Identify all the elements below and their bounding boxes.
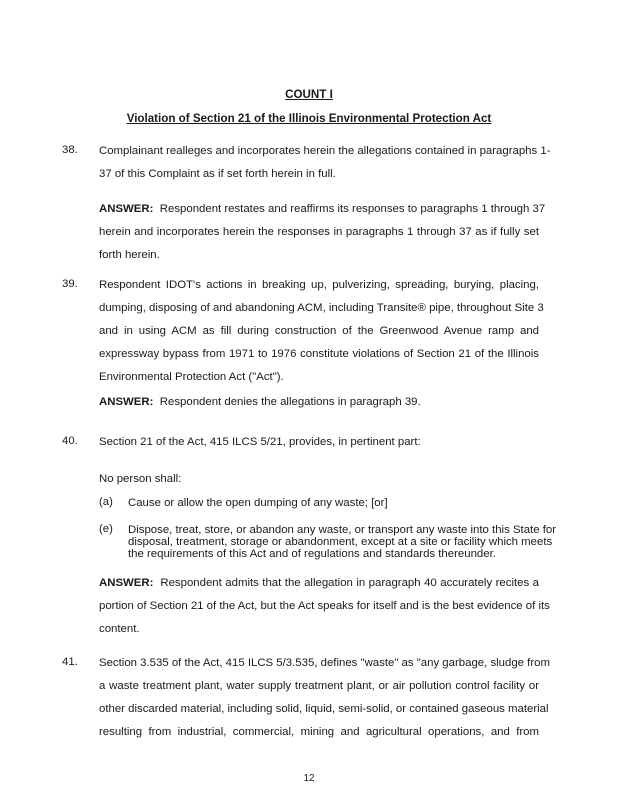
answer-label: ANSWER:: [99, 577, 154, 589]
text-line: Section 21 of the Act, 415 ILCS 5/21, provides, in pertinent part:: [99, 436, 421, 448]
paragraph-number-39: 39.: [62, 278, 78, 290]
item-text-e: [128, 524, 557, 560]
answer-line: portion of Section 21 of the Act, but the Act speaks for itself and is the best evidence of its: [99, 600, 550, 612]
paragraph-38-text: [99, 140, 551, 186]
text-line: Respondent IDOT's actions in breaking up, pulverizing, spreading, burying, placing,: [99, 279, 539, 291]
paragraph-39-text: [99, 274, 544, 389]
item-label-e: (e): [99, 523, 113, 535]
text-line: and in using ACM as fill during construction of the Greenwood Avenue ramp and: [99, 325, 539, 337]
paragraph-41-text: [99, 652, 550, 744]
paragraph-number-41: 41.: [62, 656, 78, 668]
answer-line: forth herein.: [99, 249, 160, 261]
paragraph-number-40: 40.: [62, 435, 78, 447]
text-line: disposal, treatment, storage or abandonment, except at a site or facility which meets: [128, 536, 553, 548]
answer-text: Respondent admits that the allegation in paragraph 40 accurately recites a: [160, 577, 539, 589]
answer-line: content.: [99, 623, 140, 635]
text-line: resulting from industrial, commercial, mining and agricultural operations, and from: [99, 726, 539, 738]
answer-line: [99, 198, 546, 221]
text-line: Section 3.535 of the Act, 415 ILCS 5/3.535, defines "waste" as "any garbage, sludge from: [99, 657, 550, 669]
paragraph-40-text: [99, 431, 539, 454]
text-line: No person shall:: [99, 473, 182, 485]
answer-line: herein and incorporates herein the responses in paragraphs 1 through 37 as if fully set: [99, 226, 539, 238]
answer-text: Respondent restates and reaffirms its responses to paragraphs 1 through 37: [159, 203, 546, 215]
text-line: other discarded material, including solid, liquid, semi-solid, or contained gaseous material: [99, 703, 549, 715]
item-label-a: (a): [99, 496, 113, 508]
text-line: Complainant realleges and incorporates herein the allegations contained in paragraphs 1-: [99, 145, 551, 157]
paragraph-38-answer: [99, 198, 546, 267]
page-number: 12: [303, 773, 315, 784]
text-line: expressway bypass from 1971 to 1976 constitute violations of Section 21 of the Illinois: [99, 348, 539, 360]
paragraph-39-answer: [99, 391, 539, 414]
section-heading: Violation of Section 21 of the Illinois Environmental Protection Act: [126, 112, 492, 125]
paragraph-40-lead: [99, 468, 539, 491]
text-line: Cause or allow the open dumping of any waste; [or]: [128, 497, 388, 509]
text-line: Environmental Protection Act ("Act").: [99, 371, 284, 383]
item-text-a: [128, 497, 540, 509]
answer-text: Respondent denies the allegations in paragraph 39.: [159, 396, 421, 408]
paragraph-number-38: 38.: [62, 144, 78, 156]
answer-label: ANSWER:: [99, 396, 154, 408]
text-line: dumping, disposing of and abandoning ACM, including Transite® pipe, throughout Site 3: [99, 302, 544, 314]
text-line: a waste treatment plant, water supply treatment plant, or air pollution control facility or: [99, 680, 539, 692]
paragraph-40-answer: [99, 572, 550, 641]
count-heading: COUNT I: [285, 88, 333, 101]
text-line: 37 of this Complaint as if set forth herein in full.: [99, 168, 336, 180]
answer-line: [99, 572, 539, 595]
answer-label: ANSWER:: [99, 203, 154, 215]
text-line: Dispose, treat, store, or abandon any waste, or transport any waste into this State for: [128, 524, 557, 536]
text-line: the requirements of this Act and of regulations and standards thereunder.: [128, 548, 496, 560]
answer-line: [99, 391, 539, 414]
